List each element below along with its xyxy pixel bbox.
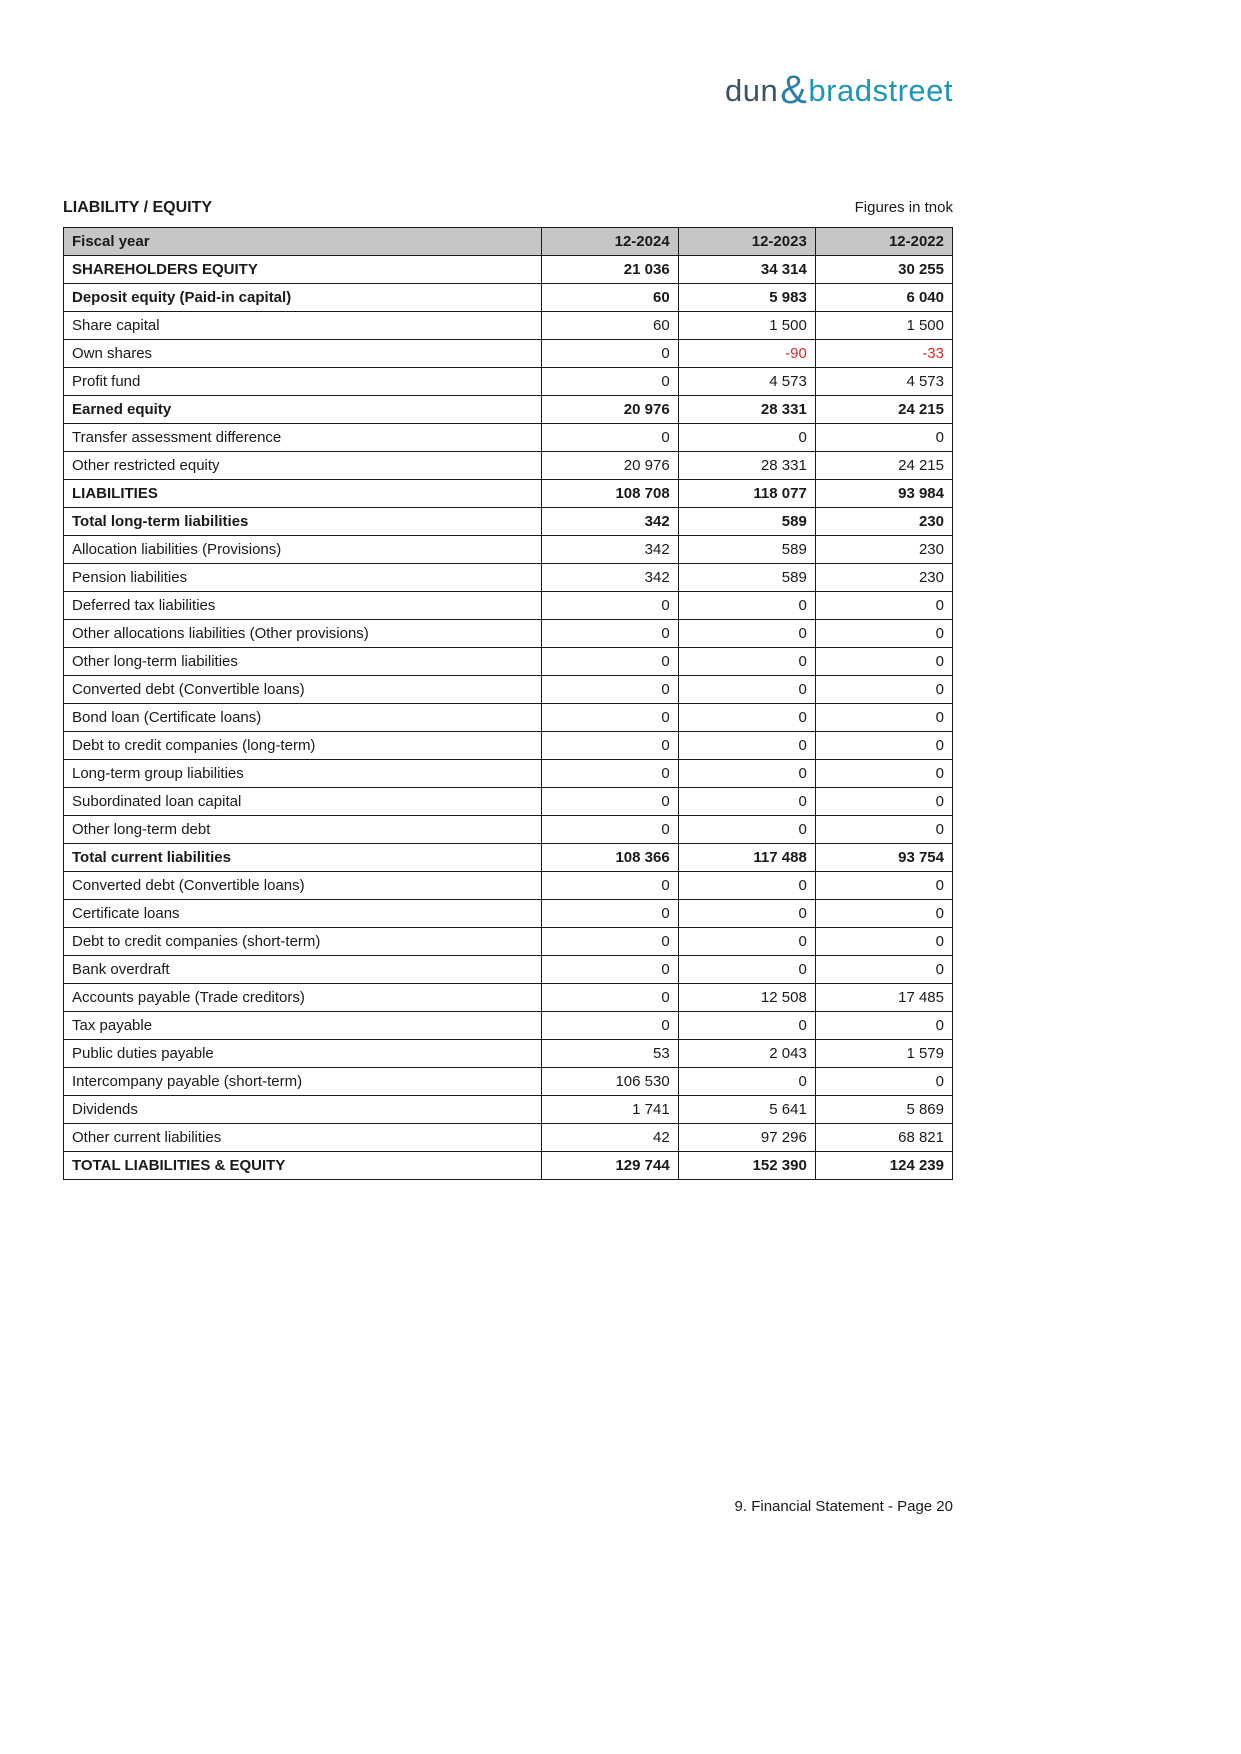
table-row <box>64 480 953 508</box>
liability-equity-table <box>63 227 953 1180</box>
row-value: 342 <box>541 508 678 536</box>
table-row <box>64 760 953 788</box>
row-value: 0 <box>678 592 815 620</box>
table-row <box>64 788 953 816</box>
row-value: 0 <box>678 900 815 928</box>
row-value: 0 <box>541 368 678 396</box>
row-value: 93 984 <box>815 480 952 508</box>
row-label: Public duties payable <box>64 1040 542 1068</box>
row-value: 0 <box>815 592 952 620</box>
row-label: Deposit equity (Paid-in capital) <box>64 284 542 312</box>
row-value: 0 <box>678 1068 815 1096</box>
row-value: 4 573 <box>815 368 952 396</box>
table-row <box>64 620 953 648</box>
table-row <box>64 1012 953 1040</box>
row-value: 0 <box>541 872 678 900</box>
row-value: 0 <box>815 760 952 788</box>
row-label: Own shares <box>64 340 542 368</box>
row-value: 0 <box>541 648 678 676</box>
row-value: 2 043 <box>678 1040 815 1068</box>
row-label: Converted debt (Convertible loans) <box>64 872 542 900</box>
row-label: Tax payable <box>64 1012 542 1040</box>
row-value: 0 <box>815 956 952 984</box>
table-row <box>64 984 953 1012</box>
row-value: 68 821 <box>815 1124 952 1152</box>
row-value: 0 <box>678 788 815 816</box>
row-value: 0 <box>541 956 678 984</box>
logo-text-dun: dun <box>725 73 779 108</box>
row-value: 30 255 <box>815 256 952 284</box>
ampersand-icon: & <box>780 68 808 112</box>
row-label: Other long-term debt <box>64 816 542 844</box>
table-caption-row <box>63 199 953 217</box>
table-row <box>64 1152 953 1180</box>
row-value: 0 <box>541 760 678 788</box>
row-value: 0 <box>815 928 952 956</box>
table-row <box>64 424 953 452</box>
table-row <box>64 872 953 900</box>
header-col-2024: 12-2024 <box>541 228 678 256</box>
row-value: 60 <box>541 284 678 312</box>
row-value: 106 530 <box>541 1068 678 1096</box>
row-value: 5 869 <box>815 1096 952 1124</box>
row-value: 0 <box>541 676 678 704</box>
row-label: Earned equity <box>64 396 542 424</box>
row-value: 0 <box>541 928 678 956</box>
row-label: Accounts payable (Trade creditors) <box>64 984 542 1012</box>
row-value: 12 508 <box>678 984 815 1012</box>
table-row <box>64 1096 953 1124</box>
row-value: 0 <box>815 704 952 732</box>
row-value: 0 <box>678 760 815 788</box>
row-value: 53 <box>541 1040 678 1068</box>
row-value: 0 <box>541 620 678 648</box>
row-value: 97 296 <box>678 1124 815 1152</box>
row-label: Total current liabilities <box>64 844 542 872</box>
table-body <box>64 228 953 1180</box>
header-col-2023: 12-2023 <box>678 228 815 256</box>
row-value: 152 390 <box>678 1152 815 1180</box>
row-label: Other current liabilities <box>64 1124 542 1152</box>
table-row <box>64 592 953 620</box>
row-value: 0 <box>541 732 678 760</box>
row-label: Transfer assessment difference <box>64 424 542 452</box>
row-label: Deferred tax liabilities <box>64 592 542 620</box>
header-col-2022: 12-2022 <box>815 228 952 256</box>
row-value: -33 <box>815 340 952 368</box>
row-value: 0 <box>678 928 815 956</box>
table-row <box>64 928 953 956</box>
table-row <box>64 284 953 312</box>
row-label: Bank overdraft <box>64 956 542 984</box>
row-value: 0 <box>815 1068 952 1096</box>
row-value: 5 641 <box>678 1096 815 1124</box>
row-value: 28 331 <box>678 452 815 480</box>
row-value: 0 <box>815 900 952 928</box>
row-value: 0 <box>678 704 815 732</box>
table-row <box>64 844 953 872</box>
row-label: Bond loan (Certificate loans) <box>64 704 542 732</box>
row-value: 230 <box>815 508 952 536</box>
row-label: TOTAL LIABILITIES & EQUITY <box>64 1152 542 1180</box>
row-value: 28 331 <box>678 396 815 424</box>
row-label: Debt to credit companies (short-term) <box>64 928 542 956</box>
table-row <box>64 648 953 676</box>
row-value: 20 976 <box>541 396 678 424</box>
row-value: 0 <box>815 1012 952 1040</box>
row-value: 5 983 <box>678 284 815 312</box>
row-label: Intercompany payable (short-term) <box>64 1068 542 1096</box>
row-label: Debt to credit companies (long-term) <box>64 732 542 760</box>
table-row <box>64 452 953 480</box>
row-label: Allocation liabilities (Provisions) <box>64 536 542 564</box>
row-label: Other long-term liabilities <box>64 648 542 676</box>
row-value: 342 <box>541 536 678 564</box>
row-value: 0 <box>541 900 678 928</box>
row-value: 1 579 <box>815 1040 952 1068</box>
row-value: 0 <box>541 788 678 816</box>
table-row <box>64 900 953 928</box>
row-value: 42 <box>541 1124 678 1152</box>
row-value: 124 239 <box>815 1152 952 1180</box>
row-label: Converted debt (Convertible loans) <box>64 676 542 704</box>
row-value: 6 040 <box>815 284 952 312</box>
table-row <box>64 676 953 704</box>
row-value: 60 <box>541 312 678 340</box>
figures-unit-note: Figures in tnok <box>854 199 953 216</box>
table-row <box>64 396 953 424</box>
row-label: Profit fund <box>64 368 542 396</box>
row-label: Share capital <box>64 312 542 340</box>
row-value: 0 <box>815 424 952 452</box>
row-value: 0 <box>678 1012 815 1040</box>
row-value: 0 <box>815 816 952 844</box>
table-row <box>64 508 953 536</box>
row-value: 0 <box>815 648 952 676</box>
row-label: Certificate loans <box>64 900 542 928</box>
row-value: 589 <box>678 564 815 592</box>
row-value: 108 366 <box>541 844 678 872</box>
row-value: 118 077 <box>678 480 815 508</box>
row-value: 589 <box>678 536 815 564</box>
page-footer: 9. Financial Statement - Page 20 <box>734 1498 953 1515</box>
table-row <box>64 368 953 396</box>
row-value: 34 314 <box>678 256 815 284</box>
row-value: 0 <box>815 872 952 900</box>
row-value: 0 <box>541 424 678 452</box>
header-fiscal-year: Fiscal year <box>64 228 542 256</box>
row-value: 0 <box>541 704 678 732</box>
row-value: 0 <box>815 620 952 648</box>
table-row <box>64 1124 953 1152</box>
row-value: 17 485 <box>815 984 952 1012</box>
row-label: Other restricted equity <box>64 452 542 480</box>
page-title: LIABILITY / EQUITY <box>63 199 213 216</box>
table-row <box>64 956 953 984</box>
row-value: 0 <box>678 620 815 648</box>
table-row <box>64 704 953 732</box>
row-value: 230 <box>815 536 952 564</box>
table-row <box>64 312 953 340</box>
table-row <box>64 340 953 368</box>
row-value: 21 036 <box>541 256 678 284</box>
row-value: 0 <box>541 1012 678 1040</box>
row-value: 342 <box>541 564 678 592</box>
row-label: Dividends <box>64 1096 542 1124</box>
row-value: 0 <box>678 676 815 704</box>
row-value: 117 488 <box>678 844 815 872</box>
table-row <box>64 564 953 592</box>
row-value: 589 <box>678 508 815 536</box>
table-row <box>64 1040 953 1068</box>
row-value: 0 <box>678 956 815 984</box>
row-label: Long-term group liabilities <box>64 760 542 788</box>
row-value: 230 <box>815 564 952 592</box>
row-value: 0 <box>815 676 952 704</box>
row-value: 0 <box>541 984 678 1012</box>
row-value: 4 573 <box>678 368 815 396</box>
row-value: 24 215 <box>815 396 952 424</box>
row-value: 129 744 <box>541 1152 678 1180</box>
row-value: 20 976 <box>541 452 678 480</box>
row-value: 93 754 <box>815 844 952 872</box>
row-label: Pension liabilities <box>64 564 542 592</box>
table-row <box>64 536 953 564</box>
row-label: LIABILITIES <box>64 480 542 508</box>
row-value: 0 <box>678 872 815 900</box>
row-value: 24 215 <box>815 452 952 480</box>
table-row <box>64 732 953 760</box>
row-value: 0 <box>541 340 678 368</box>
row-label: Other allocations liabilities (Other provisions) <box>64 620 542 648</box>
row-value: 0 <box>541 592 678 620</box>
row-value: 0 <box>678 816 815 844</box>
row-value: 1 500 <box>678 312 815 340</box>
row-value: 0 <box>815 788 952 816</box>
row-value: 1 741 <box>541 1096 678 1124</box>
row-value: 0 <box>815 732 952 760</box>
row-value: 0 <box>678 648 815 676</box>
table-row <box>64 1068 953 1096</box>
row-value: 108 708 <box>541 480 678 508</box>
row-value: 0 <box>541 816 678 844</box>
table-header-row <box>64 228 953 256</box>
row-value: -90 <box>678 340 815 368</box>
row-label: SHAREHOLDERS EQUITY <box>64 256 542 284</box>
logo-text-bradstreet: bradstreet <box>808 73 953 108</box>
row-value: 1 500 <box>815 312 952 340</box>
row-value: 0 <box>678 732 815 760</box>
row-value: 0 <box>678 424 815 452</box>
row-label: Total long-term liabilities <box>64 508 542 536</box>
table-row <box>64 256 953 284</box>
table-row <box>64 816 953 844</box>
dun-bradstreet-logo <box>725 68 953 112</box>
row-label: Subordinated loan capital <box>64 788 542 816</box>
